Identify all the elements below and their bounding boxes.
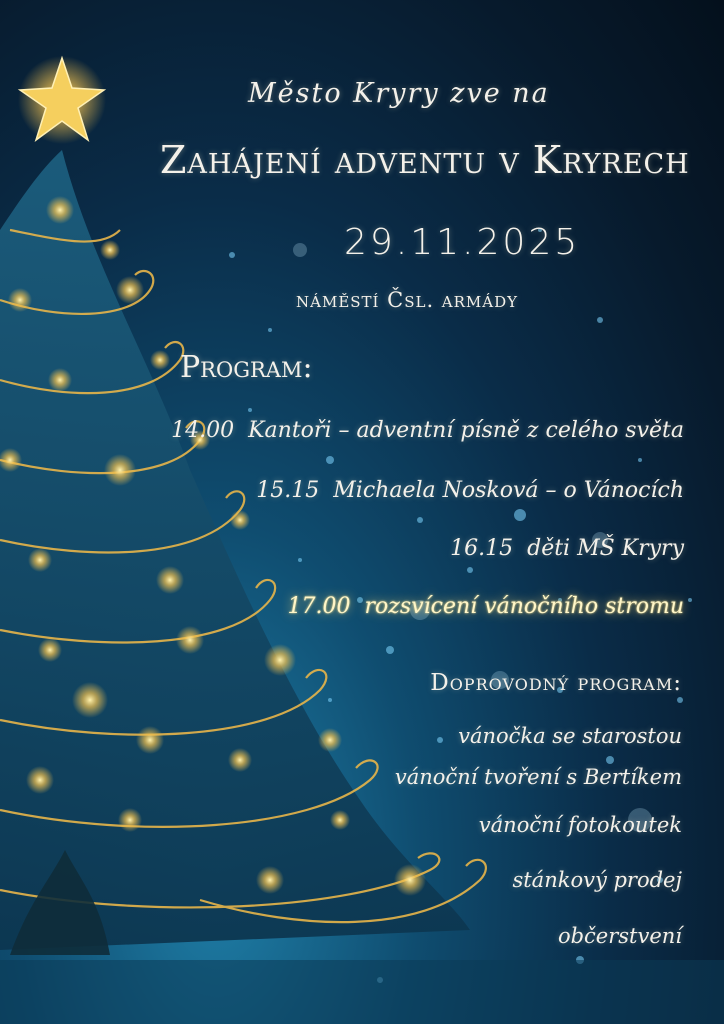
- program-item-time: 14.00: [171, 418, 235, 443]
- event-title: Zahájení adventu v Kryrech: [160, 138, 690, 182]
- program-heading: Program:: [180, 350, 313, 385]
- accompanying-item: vánoční tvoření s Bertíkem: [394, 765, 682, 789]
- program-item-time: 17.00: [287, 594, 351, 619]
- event-date: 29.11.2025: [344, 222, 581, 263]
- event-location: náměstí Čsl. armády: [296, 288, 519, 312]
- program-item: [450, 536, 684, 561]
- accompanying-heading: Doprovodný program:: [430, 670, 682, 696]
- invitation-line: Město Kryry zve na: [248, 78, 550, 109]
- accompanying-item: stánkový prodej: [512, 868, 682, 892]
- accompanying-item: vánoční fotokoutek: [478, 813, 682, 837]
- program-item-time: 15.15: [256, 478, 320, 503]
- star-icon: [18, 56, 106, 144]
- accompanying-item: občerstvení: [557, 924, 682, 948]
- program-item-text: rozsvícení vánočního stromu: [364, 594, 684, 619]
- program-item-text: Kantoři – adventní písně z celého světa: [248, 418, 684, 443]
- program-item-time: 16.15: [450, 536, 514, 561]
- program-item: [256, 478, 684, 503]
- program-item: [171, 418, 684, 443]
- program-item-text: Michaela Nosková – o Vánocích: [333, 478, 684, 503]
- program-item-text: děti MŠ Kryry: [527, 536, 684, 561]
- program-item-highlight: [288, 594, 684, 619]
- accompanying-item: vánočka se starostou: [458, 724, 682, 748]
